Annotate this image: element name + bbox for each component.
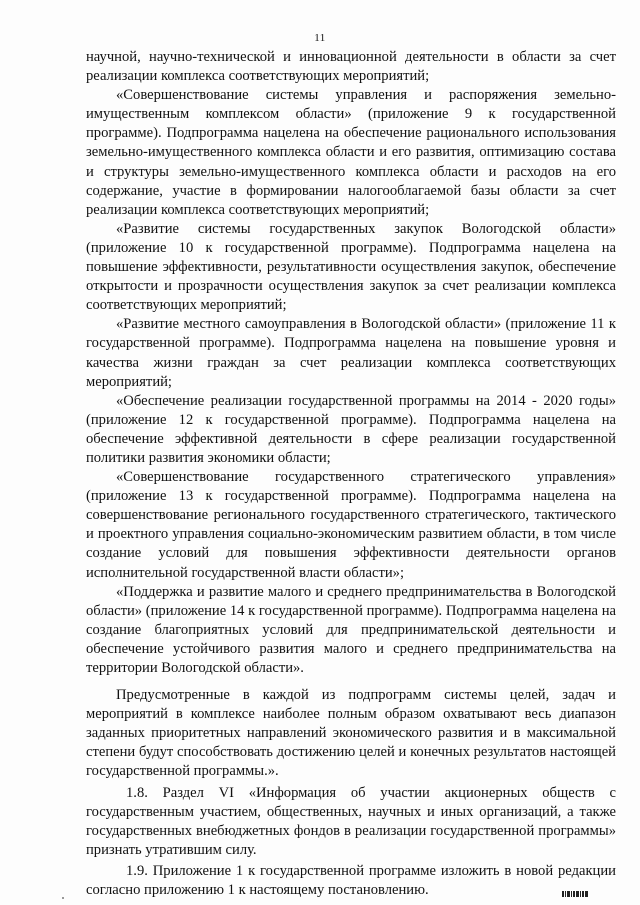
paragraph-subprogram-14: «Поддержка и развитие малого и среднего предпринимательства в Вологодской области» (приложение 14 к государственной программе). Подпрограмма нацелена на создание благоприятных условий для предпринимательской деятельности и обеспечение устойчивого развития малого и среднего предпринимательства на территории Вологодской области».: [86, 583, 616, 676]
barcode-mark: [562, 891, 588, 897]
paragraph-continuation: научной, научно-технической и инновационной деятельности в области за счет реализации комплекса соответствующих мероприятий;: [86, 49, 616, 85]
paragraph-subprogram-10: «Развитие системы государственных закупок Вологодской области» (приложение 10 к государственной программе). Подпрограмма нацелена на повышение эффективности, результативности осуществления закупок, обеспечение открытости и прозрачности осуществления закупок за счет реализации комплекса соответствующих мероприятий;: [86, 220, 616, 314]
paragraph-subprogram-11: «Развитие местного самоуправления в Вологодской области» (приложение 11 к государственной программе). Подпрограмма нацелена на повышение уровня и качества жизни граждан за счет реализации комплекса соответствующих мероприятий;: [86, 316, 616, 390]
paragraph-item-1-9: 1.9. Приложение 1 к государственной программе изложить в новой редакции согласно приложению 1 к настоящему постановлению.: [86, 862, 616, 899]
paragraph-summary: Предусмотренные в каждой из подпрограмм системы целей, задач и мероприятий в комплексе наиболее полным образом охватывают весь диапазон заданных приоритетных направлений экономического развития и в максимальной степени будут способствовать достижению целей и конечных результатов настоящей государственной программы.».: [86, 687, 616, 780]
paragraph-subprogram-13: «Совершенствование государственного стратегического управления» (приложение 13 к государственной программе). Подпрограмма нацелена на совершенствование регионального государственного стратегического, тактического и проектного управления социально-экономическим развитием области, в том числе создание условий для повышения эффективности деятельности органов исполнительной государственной власти области»;: [86, 469, 616, 581]
paragraph-subprogram-12: «Обеспечение реализации государственной программы на 2014 - 2020 годы» (приложение 12 к государственной программе). Подпрограмма нацелена на обеспечение эффективной деятельности в сфере реализации государственной политики развития экономики области;: [86, 392, 616, 466]
paragraph-item-1-8: 1.8. Раздел VI «Информация об участии акционерных обществ с государственным участием, общественных, научных и иных организаций, а также государственных внебюджетных фондов в реализации государственной программы» признать утратившим силу.: [86, 784, 616, 858]
scan-speck: [62, 897, 64, 899]
paragraph-subprogram-9: «Совершенствование системы управления и распоряжения земельно-имущественным комплексом области» (приложение 9 к государственной программе). Подпрограмма нацелена на обеспечение рационального использования земельно-имущественного комплекса области и его развития, оптимизацию состава и структуры земельно-имущественного комплекса области и расходов на его содержание, участие в формировании налогооблагаемой базы области за счет реализации комплекса соответствующих мероприятий;: [86, 87, 616, 218]
document-body: [86, 48, 616, 900]
page-number: 11: [314, 32, 326, 44]
